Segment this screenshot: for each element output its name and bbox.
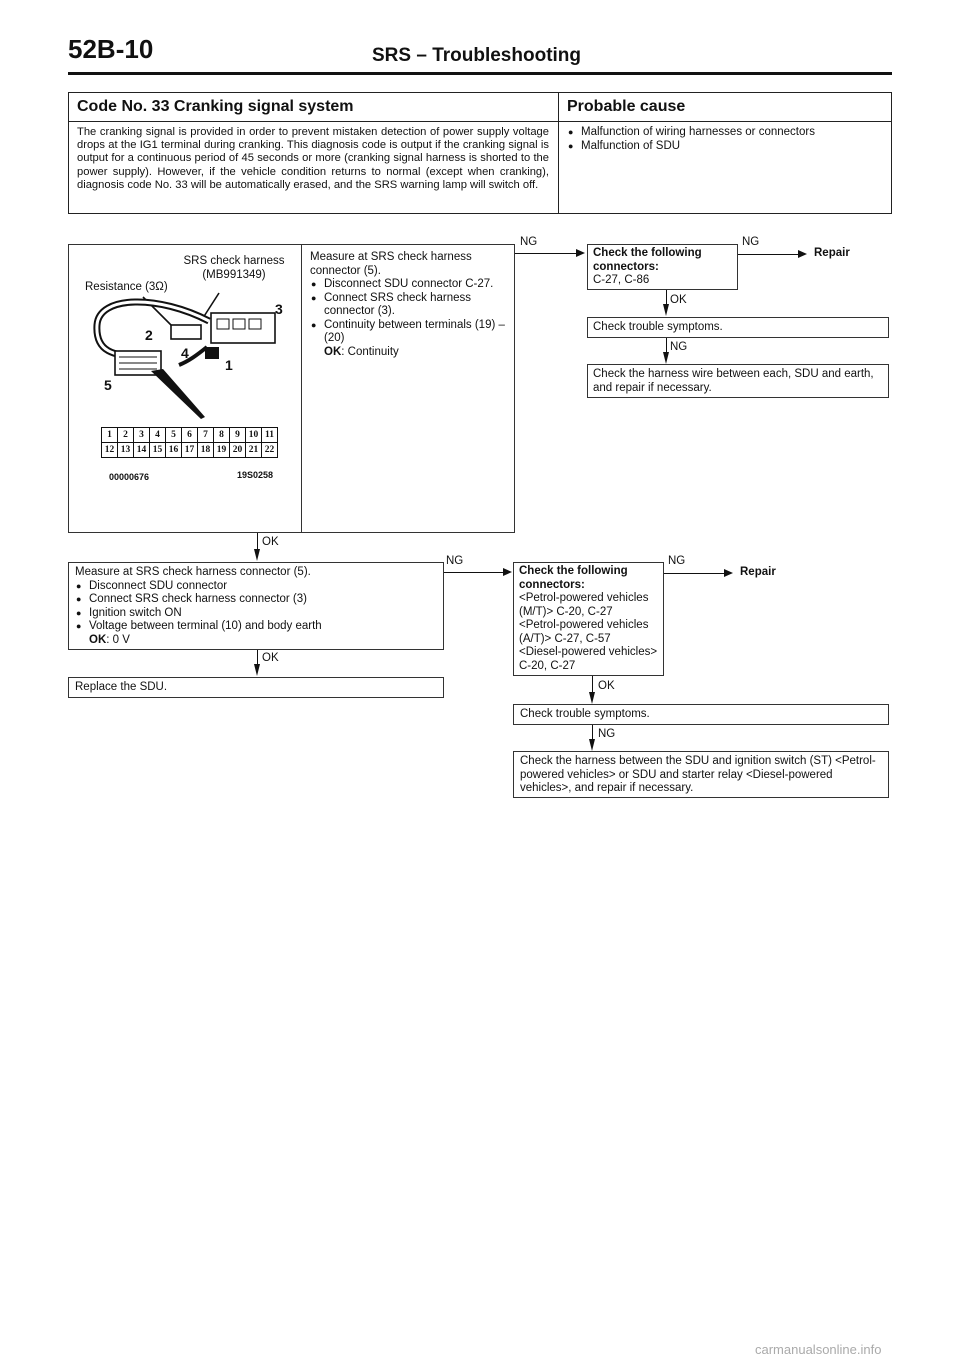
step2-item: ● Disconnect SDU connector [75, 580, 437, 594]
figure-code-left: 00000676 [109, 472, 150, 482]
step1-conn-ng-line [738, 254, 798, 255]
figure-code-right: 19S0258 [237, 470, 274, 480]
terminal-pin: 3 [133, 427, 150, 443]
step2-trouble-ng-label: NG [598, 728, 616, 740]
step1-trouble-ng-line [666, 338, 667, 352]
terminal-pin: 7 [197, 427, 214, 443]
step2-connector-line: <Diesel-powered vehicles> C-20, C-27 [519, 646, 658, 672]
cause-item: ● Malfunction of wiring harnesses or connectors [567, 126, 877, 140]
step1-trouble-ng-label: NG [670, 341, 688, 353]
page-number: 52B-10 [68, 34, 154, 64]
terminal-pin: 4 [149, 427, 166, 443]
code-table [68, 92, 892, 214]
step1-ng-label: NG [520, 236, 538, 248]
step2-ok-label: OK [89, 633, 107, 646]
step1-text [310, 251, 510, 359]
step1-conn-ok-label: OK [670, 294, 687, 306]
terminal-pin: 17 [181, 442, 198, 458]
callout-4: 4 [181, 345, 189, 361]
terminal-pin: 2 [117, 427, 134, 443]
terminal-pin: 16 [165, 442, 182, 458]
terminal-pin: 5 [165, 427, 182, 443]
cause-item: ● Malfunction of SDU [567, 140, 877, 154]
step1-ok-flow-label: OK [262, 536, 279, 548]
step1-trouble-box [587, 317, 889, 338]
terminal-pin: 11 [261, 427, 278, 443]
step2-ng-label: NG [446, 555, 464, 567]
step2-item: ● Connect SRS check harness connector (3) [75, 593, 437, 607]
code-description: The cranking signal is provided in order to prevent mistaken detection of power supply voltage drops at the IG1 terminal during cranking. This diagnosis code is output if the cranking signal is output for a continuous period of 45 seconds or more (cranking signal harness is shorted to the power supply). However, if the vehicle condition returns to normal (except when cranking), diagnosis code No. 33 will be automatically erased, and the SRS warning lamp will switch off. [77, 126, 549, 191]
step2-connector-line: <Petrol-powered vehicles (M/T)> C-20, C-27 [519, 592, 649, 618]
step2-conn-ok-label: OK [598, 680, 615, 692]
terminal-pin: 19 [213, 442, 230, 458]
resistance-label: Resistance (3Ω) [85, 281, 168, 293]
step1-item: ● Continuity between terminals (19) – (20) [310, 319, 510, 346]
step1-connector-detail: C-27, C-86 [593, 274, 650, 286]
step1-ok-label: OK [324, 345, 342, 358]
step2-trouble-ng-arrow [589, 739, 595, 751]
step2-ok-value: : 0 V [106, 633, 130, 646]
step1-item: ● Disconnect SDU connector C-27. [310, 278, 510, 292]
step2-connector-title: Check the following connectors: [519, 565, 628, 591]
step1-ok-arrow [254, 549, 260, 561]
table-head-rule [69, 121, 891, 122]
step1-harness-box [587, 364, 889, 398]
step2-ok-flow-label: OK [262, 652, 279, 664]
terminal-pin: 21 [245, 442, 262, 458]
terminal-pin: 6 [181, 427, 198, 443]
step1-trouble-text: Check trouble symptoms. [593, 321, 723, 333]
step1-connector-box [587, 244, 738, 290]
callout-1: 1 [225, 357, 233, 373]
step1-ng-line [515, 253, 577, 254]
callout-3: 3 [275, 301, 283, 317]
step2-trouble-text: Check trouble symptoms. [520, 708, 650, 720]
terminal-pin: 14 [133, 442, 150, 458]
footer-watermark: carmanualsonline.info [755, 1342, 882, 1357]
step1-trouble-ng-arrow [663, 352, 669, 364]
harness-label: SRS check harness (MB991349) [183, 255, 285, 281]
step1-item: ● Connect SRS check harness connector (3). [310, 292, 510, 319]
table-col-divider [558, 93, 559, 213]
step2-title: Measure at SRS check harness connector (5). [75, 566, 311, 578]
step1-harness-text: Check the harness wire between each, SDU and earth, and repair if necessary. [593, 368, 874, 394]
terminal-pin: 10 [245, 427, 262, 443]
callout-2: 2 [145, 327, 153, 343]
step2-ok-arrow [254, 664, 260, 676]
probable-cause-heading: Probable cause [567, 98, 686, 115]
step2-box [68, 562, 444, 650]
terminal-pin: 15 [149, 442, 166, 458]
page-title: SRS – Troubleshooting [372, 45, 582, 66]
step2-ng-line [444, 572, 504, 573]
code-title: Code No. 33 Cranking signal system [77, 98, 354, 115]
step2-conn-ng-arrow [724, 569, 733, 577]
step2-harness-box [513, 751, 889, 798]
terminal-pin: 13 [117, 442, 134, 458]
terminal-pin: 1 [101, 427, 118, 443]
step2-connector-line: <Petrol-powered vehicles (A/T)> C-27, C-57 [519, 619, 649, 645]
step1-conn-ok-arrow [663, 304, 669, 316]
step1-conn-ng-arrow [798, 250, 807, 258]
step1-ok-value: : Continuity [341, 345, 399, 358]
header-rule [68, 72, 892, 75]
harness-drawing [79, 285, 295, 525]
step2-conn-ng-line [664, 573, 724, 574]
step1-conn-ng-label: NG [742, 236, 760, 248]
terminal-grid [102, 428, 278, 458]
step2-trouble-box [513, 704, 889, 725]
replace-sdu-box [68, 677, 444, 698]
step1-connector-title: Check the following connectors: [593, 247, 702, 273]
step2-ng-arrow [503, 568, 512, 576]
step2-conn-ok-arrow [589, 692, 595, 704]
step1-title: Measure at SRS check harness connector (5). [310, 251, 472, 277]
terminal-pin: 18 [197, 442, 214, 458]
step2-connector-box [513, 562, 664, 676]
step2-harness-text: Check the harness between the SDU and ignition switch (ST) <Petrol-powered vehicles> or SDU and starter relay <Diesel-powered vehicles>, and repair if necessary. [520, 755, 876, 794]
callout-5: 5 [104, 377, 112, 393]
step1-repair: Repair [814, 247, 850, 259]
terminal-pin: 9 [229, 427, 246, 443]
step1-divider [301, 245, 302, 532]
terminal-pin: 20 [229, 442, 246, 458]
step1-ng-arrow [576, 249, 585, 257]
step2-list [75, 580, 437, 634]
terminal-pin: 12 [101, 442, 118, 458]
step2-repair: Repair [740, 566, 776, 578]
terminal-pin: 22 [261, 442, 278, 458]
cause-list [567, 126, 877, 153]
terminal-pin: 8 [213, 427, 230, 443]
step2-item: ● Ignition switch ON [75, 607, 437, 621]
replace-sdu-text: Replace the SDU. [75, 681, 168, 693]
step2-item: ● Voltage between terminal (10) and body earth [75, 620, 437, 634]
step1-list [310, 278, 510, 346]
step1-box [68, 244, 515, 533]
step2-conn-ng-label: NG [668, 555, 686, 567]
